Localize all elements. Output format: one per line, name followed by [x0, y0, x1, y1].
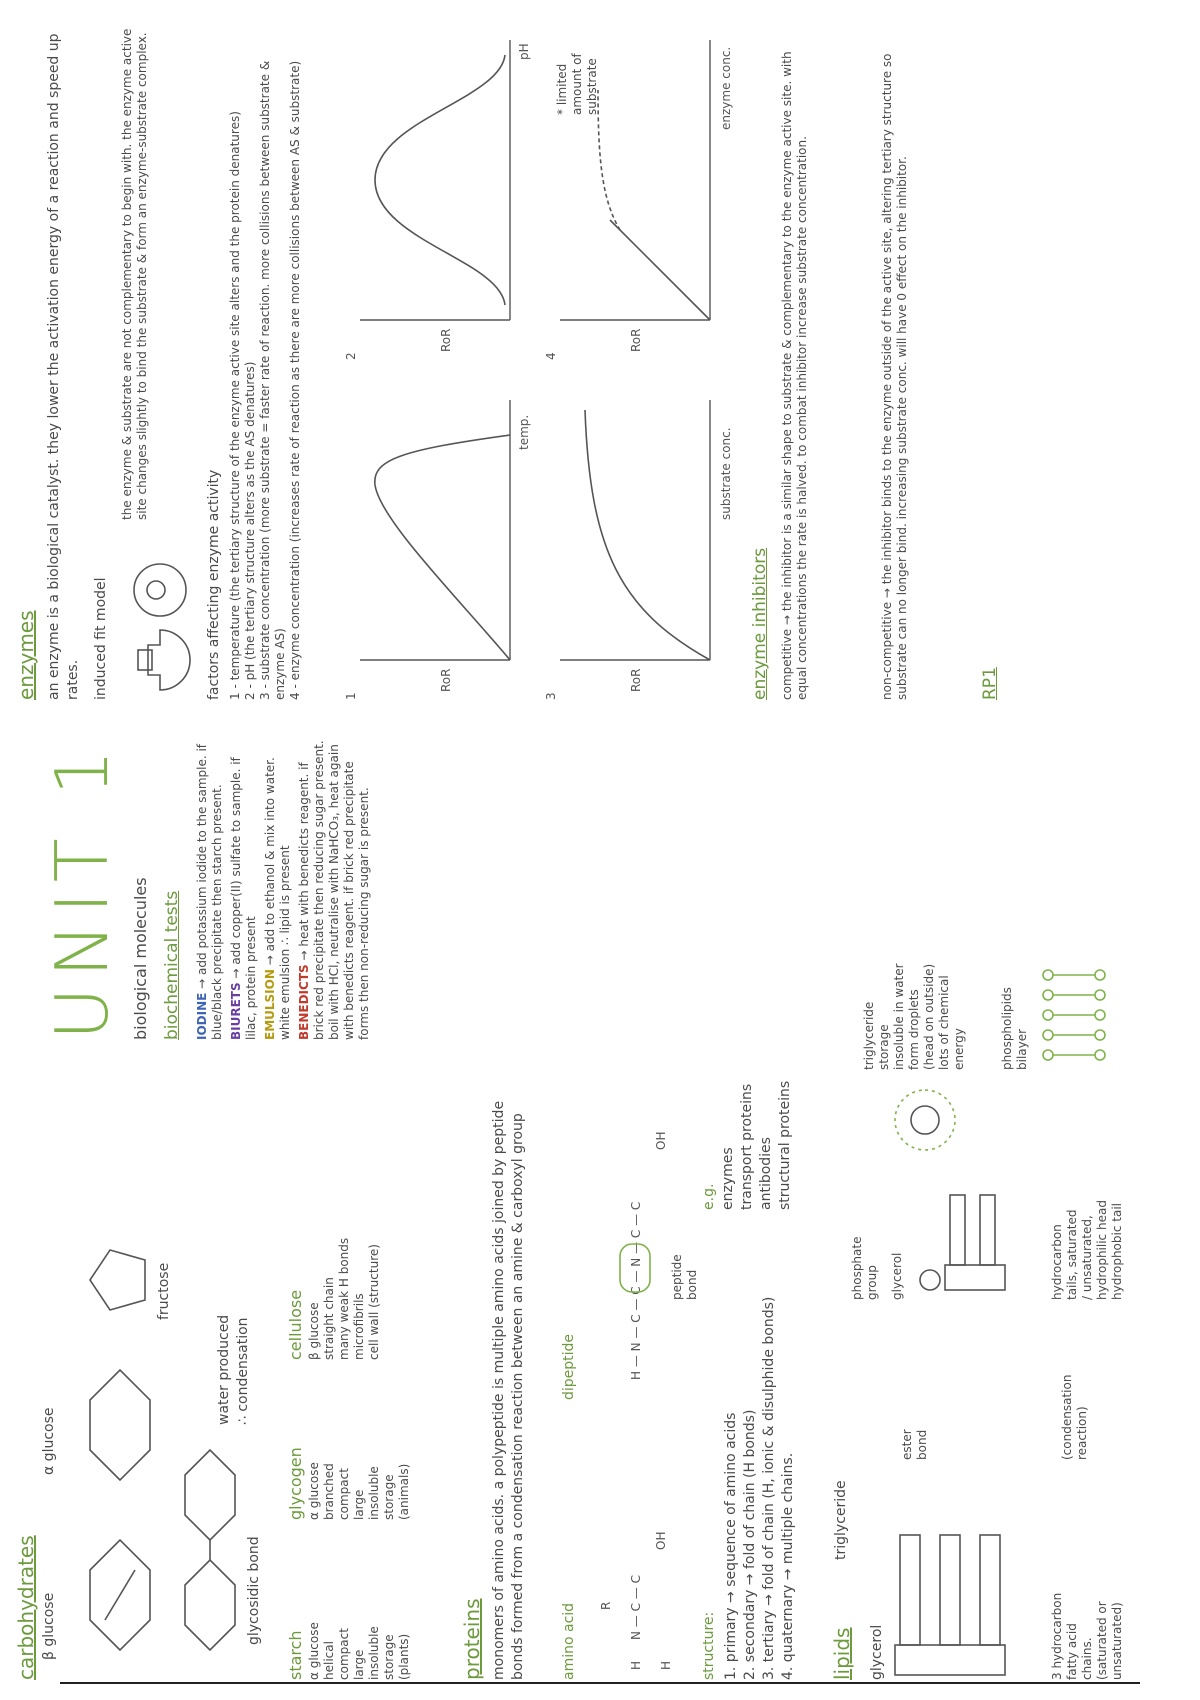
factors-list: [228, 20, 303, 700]
condensation-label: (condensation reaction): [1060, 1374, 1089, 1460]
glycogen-column: [285, 1370, 412, 1520]
ester-bond-label: ester bond: [900, 1429, 929, 1460]
glycerol-label: glycerol: [869, 1624, 885, 1680]
beta-glucose-label: β glucose: [41, 1592, 57, 1660]
graph-1-xlabel: temp.: [517, 414, 531, 450]
svg-text:R: R: [599, 1601, 613, 1610]
dipeptide-label: dipeptide: [561, 1333, 577, 1400]
structure-primary: 1. primary → sequence of amino acids: [723, 1412, 739, 1680]
graph-2-curve: [375, 55, 505, 305]
iodine-test: [195, 740, 225, 1040]
structure-secondary: 2. secondary → fold of chain (H bonds): [742, 1409, 758, 1680]
graph-2-number: 2: [344, 352, 358, 360]
benedicts-text: → heat with benedicts reagent. if brick red precipitate then reducing sugar present. boil with HCl, neutralise with NaHCO₃, heat again with benedicts reagent. if brick red precipitate forms then non-reducing sugar is present.: [297, 740, 371, 1040]
graph-temperature: [344, 400, 531, 700]
page-title: UNIT 1: [40, 739, 124, 1040]
proteins-heading: proteins: [460, 1598, 484, 1680]
graph-2-ylabel: RoR: [439, 328, 453, 352]
graph-1-curve: [375, 435, 510, 660]
graph-2-xlabel: pH: [517, 43, 531, 60]
protein-examples: [700, 1040, 795, 1210]
emulsion-text: → add to ethanol & mix into water. white emulsion ∴ lipid is present: [263, 757, 292, 1040]
triglyceride-label: triglyceride: [833, 1480, 849, 1560]
enzymes-heading: enzymes: [14, 610, 38, 700]
biochemical-tests-list: [195, 740, 372, 1040]
graph-4-number: 4: [544, 352, 558, 360]
structure-list: [722, 1220, 798, 1680]
hydrocarbon-tails-note: hydrocarbon tails, saturated / unsaturated, hydrophilic head hydrophobic tail: [1050, 1200, 1124, 1300]
cellulose-description: β glucose straight chain many weak H bonds microfibrils cell wall (structure): [307, 1237, 381, 1360]
iodine-key: IODINE: [195, 992, 209, 1040]
eg-transport: transport proteins: [739, 1083, 755, 1210]
svg-text:OH: OH: [654, 1531, 668, 1550]
biurets-test: [229, 740, 259, 1040]
graph-3-ylabel: RoR: [629, 668, 643, 692]
induced-fit-label: induced fit model: [93, 577, 109, 700]
graph-3-number: 3: [544, 692, 558, 700]
starch-description: α glucose helical compact large insoluble storage (plants): [307, 1622, 411, 1680]
graph-3-xlabel: substrate conc.: [719, 427, 733, 520]
svg-text:H: H: [629, 1660, 643, 1670]
structure-quaternary: 4. quaternary → multiple chains.: [780, 1452, 796, 1680]
triglyceride-uses-note: triglyceride storage insoluble in water form droplets (head on outside) lots of chemical energy: [862, 963, 966, 1070]
starch-name: starch: [286, 1630, 305, 1680]
amino-acid-structures-drawing: [585, 1040, 695, 1680]
proteins-intro: monomers of amino acids. a polypeptide is multiple amino acids joined by peptide bonds formed from a condensation reaction between an amine & carboxyl group: [491, 1100, 526, 1680]
triglyceride-drawing: [890, 1520, 1040, 1680]
phospholipids-bilayer-label: phospholipids bilayer: [1000, 987, 1029, 1070]
cellulose-name: cellulose: [286, 1289, 305, 1360]
lipids-heading: lipids: [830, 1627, 854, 1680]
benedicts-test: [297, 740, 372, 1040]
svg-text:H: H: [659, 1660, 673, 1670]
emulsion-key: EMULSION: [263, 969, 277, 1040]
induced-fit-description: the enzyme & substrate are not complementary to begin with. the enzyme active site changes slightly to bind the substrate & form an enzyme-substrate complex.: [120, 28, 149, 520]
graph-ph: [344, 40, 531, 360]
graph-4-plateau: [598, 90, 620, 230]
cellulose-column: [285, 1210, 382, 1360]
factor-substrate: 3 - substrate concentration (more substrate = faster rate of reaction. more collisions between substrate & enzyme AS): [258, 60, 287, 700]
svg-text:H — N — C — C — N — C — C: H — N — C — C — N — C — C: [629, 1201, 643, 1380]
glucose-structures-drawing: [50, 1220, 250, 1680]
svg-text:OH: OH: [654, 1131, 668, 1150]
phosphate-group-label: phosphate group: [850, 1236, 879, 1300]
eg-antibodies: antibodies: [758, 1137, 774, 1210]
emulsion-test: [263, 740, 293, 1040]
graph-1-number: 1: [344, 692, 358, 700]
graph-1-ylabel: RoR: [439, 668, 453, 692]
graph-4-line: [610, 220, 710, 320]
enzyme-graphs: [340, 20, 740, 700]
amino-acid-label: amino acid: [561, 1602, 577, 1680]
biurets-text: → add copper(II) sulfate to sample. if lilac, protein present: [229, 757, 258, 1040]
structure-heading: structure:: [701, 1611, 717, 1680]
graph-4-ylabel: RoR: [629, 328, 643, 352]
peptide-bond-label: peptide bond: [670, 1254, 699, 1300]
biochemical-tests-heading: biochemical tests: [162, 890, 182, 1040]
eg-structural: structural proteins: [777, 1080, 793, 1210]
svg-text:N — C — C: N — C — C: [629, 1575, 643, 1640]
page-subtitle: biological molecules: [131, 877, 150, 1040]
fructose-label: fructose: [156, 1262, 172, 1320]
micelle-drawing: [880, 1075, 970, 1165]
factors-heading: factors affecting enzyme activity: [206, 469, 222, 700]
water-produced-label: water produced ∴ condensation: [216, 1314, 251, 1425]
enzyme-inhibitors-heading: enzyme inhibitors: [750, 547, 770, 700]
phospholipid-drawing: [915, 1180, 1015, 1300]
competitive-inhibitor-text: competitive → the inhibitor is a similar shape to substrate & complementary to the enzyme active site. with equal concentrations the rate is halved. to combat inhibitor increase substrate concentration.: [780, 51, 809, 700]
glycerol-label-phospholipid: glycerol: [890, 1252, 904, 1300]
page-bottom-rule: [60, 1682, 1140, 1684]
graph-3-curve: [585, 410, 710, 660]
induced-fit-drawing: [120, 530, 200, 700]
noncompetitive-inhibitor-text: non-competitive → the inhibitor binds to the enzyme outside of the active site, altering tertiary structure so substrate can no longer bind. increasing substrate conc. will have 0 effect on the inhibitor.: [880, 53, 909, 700]
eg-heading: e.g.: [701, 1183, 717, 1210]
factor-ph: 2 - pH (the tertiary structure alters as the AS denatures): [243, 361, 257, 700]
eg-enzymes: enzymes: [720, 1147, 736, 1210]
fatty-acids-note: 3 hydrocarbon fatty acid chains. (saturated or unsaturated): [1050, 1592, 1124, 1680]
biurets-key: BIURETS: [229, 982, 243, 1040]
structure-tertiary: 3. tertiary → fold of chain (H, ionic & disulphide bonds): [761, 1296, 777, 1680]
polysaccharides-row: [285, 1210, 450, 1680]
alpha-glucose-label: α glucose: [41, 1407, 57, 1475]
bilayer-drawing: [1040, 955, 1110, 1065]
rp1-label: RP1: [980, 667, 1000, 700]
glycogen-name: glycogen: [286, 1447, 305, 1520]
enzymes-intro: an enzyme is a biological catalyst. they lower the activation energy of a reaction and speed up rates.: [46, 33, 81, 700]
carbohydrates-heading: carbohydrates: [14, 1535, 38, 1680]
factor-temperature: 1 - temperature (the tertiary structure of the enzyme active site alters and the protein denatures): [228, 111, 242, 700]
glycosidic-bond-label: glycosidic bond: [246, 1536, 262, 1645]
starch-column: [285, 1530, 412, 1680]
iodine-text: → add potassium iodide to the sample. if blue/black precipitate then starch present.: [195, 743, 224, 1040]
graph-substrate: [544, 400, 733, 700]
benedicts-key: BENEDICTS: [297, 964, 311, 1040]
factor-enzyme: 4 - enzyme concentration (increases rate of reaction as there are more collisions between AS & substrate): [288, 60, 302, 700]
limited-substrate-note: * limited amount of substrate: [555, 53, 599, 115]
glycogen-description: α glucose branched compact large insoluble storage (animals): [307, 1462, 411, 1520]
graph-4-xlabel: enzyme conc.: [719, 46, 733, 130]
